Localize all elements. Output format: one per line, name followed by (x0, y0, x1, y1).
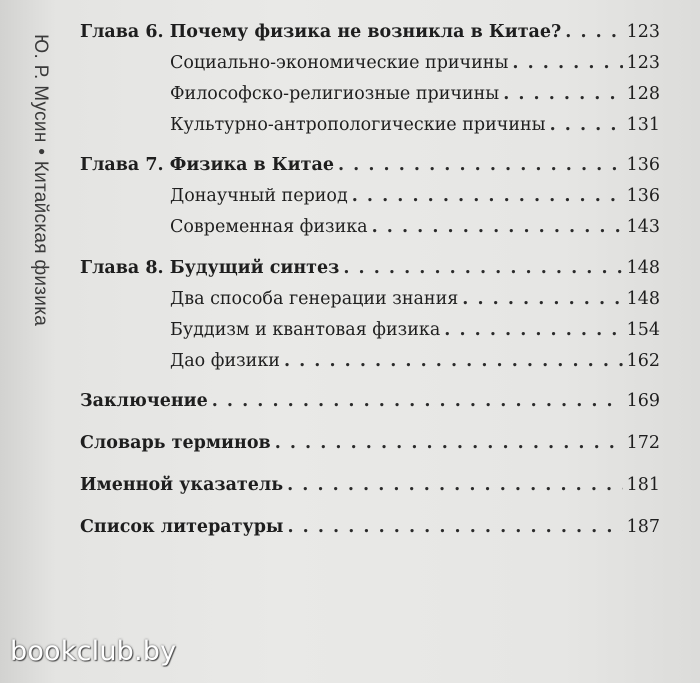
toc-entry-page: 131 (626, 115, 660, 135)
toc-entry-page: 143 (626, 217, 660, 237)
toc-entry (80, 155, 660, 185)
toc-entry-page: 136 (626, 155, 660, 175)
toc-entry-page: 154 (626, 320, 660, 340)
dot-leader (343, 258, 622, 278)
toc-entry-page: 181 (626, 475, 660, 495)
toc-entry-page: 169 (626, 391, 660, 411)
toc-entry-title: Современная физика (170, 217, 368, 237)
dot-leader (352, 186, 623, 206)
dot-leader (212, 391, 623, 411)
dot-leader (550, 115, 623, 135)
dot-leader (284, 351, 623, 371)
dot-leader (287, 517, 622, 537)
dot-leader (338, 155, 623, 175)
toc-entry (170, 53, 660, 83)
dot-leader (372, 217, 623, 237)
toc-entry (170, 84, 660, 114)
toc-entry (80, 433, 660, 463)
toc-entry-title: Глава 8. Будущий синтез (80, 258, 340, 278)
toc-entry-title: Дао физики (170, 351, 280, 371)
toc-entry (80, 391, 660, 421)
watermark-logo: bookclub.by (10, 636, 177, 667)
dot-leader (565, 22, 622, 42)
toc-entry-title: Социально-экономические причины (170, 53, 509, 73)
dot-leader (512, 53, 622, 73)
dot-leader (275, 433, 623, 453)
toc-entry-page: 123 (626, 53, 660, 73)
toc-entry-page: 123 (626, 22, 660, 42)
toc-entry (170, 351, 660, 381)
toc-entry (170, 115, 660, 145)
toc-entry-page: 148 (626, 289, 660, 309)
dot-leader (444, 320, 622, 340)
dot-leader (287, 475, 622, 495)
toc-entry-page: 128 (626, 84, 660, 104)
toc-entry-title: Глава 6. Почему физика не возникла в Китае? (80, 22, 562, 42)
toc-entry (80, 258, 660, 288)
toc-entry (80, 22, 660, 52)
toc-entry-page: 136 (626, 186, 660, 206)
toc-entry (170, 320, 660, 350)
toc-entry-title: Культурно-антропологические причины (170, 115, 546, 135)
toc-entry-title: Именной указатель (80, 475, 284, 495)
running-head: Ю. Р. Мусин • Китайская физика (30, 34, 51, 327)
toc-entry-page: 162 (626, 351, 660, 371)
dot-leader (462, 289, 622, 309)
toc-entry-title: Буддизм и квантовая физика (170, 320, 441, 340)
toc-entry-title: Словарь терминов (80, 433, 271, 453)
toc-entry-page: 187 (626, 517, 660, 537)
toc-entry-page: 148 (626, 258, 660, 278)
dot-leader (503, 84, 622, 104)
toc-entry-title: Философско-религиозные причины (170, 84, 500, 104)
toc-entry (80, 475, 660, 505)
toc-entry-title: Список литературы (80, 517, 284, 537)
toc-entry-title: Два способа генерации знания (170, 289, 459, 309)
toc-entry (80, 517, 660, 547)
toc-entry-page: 172 (626, 433, 660, 453)
toc-entry-title: Глава 7. Физика в Китае (80, 155, 334, 175)
toc-entry (170, 217, 660, 247)
toc-entry (170, 186, 660, 216)
toc-entry-title: Заключение (80, 391, 208, 411)
toc-entry-title: Донаучный период (170, 186, 348, 206)
toc-entry (170, 289, 660, 319)
